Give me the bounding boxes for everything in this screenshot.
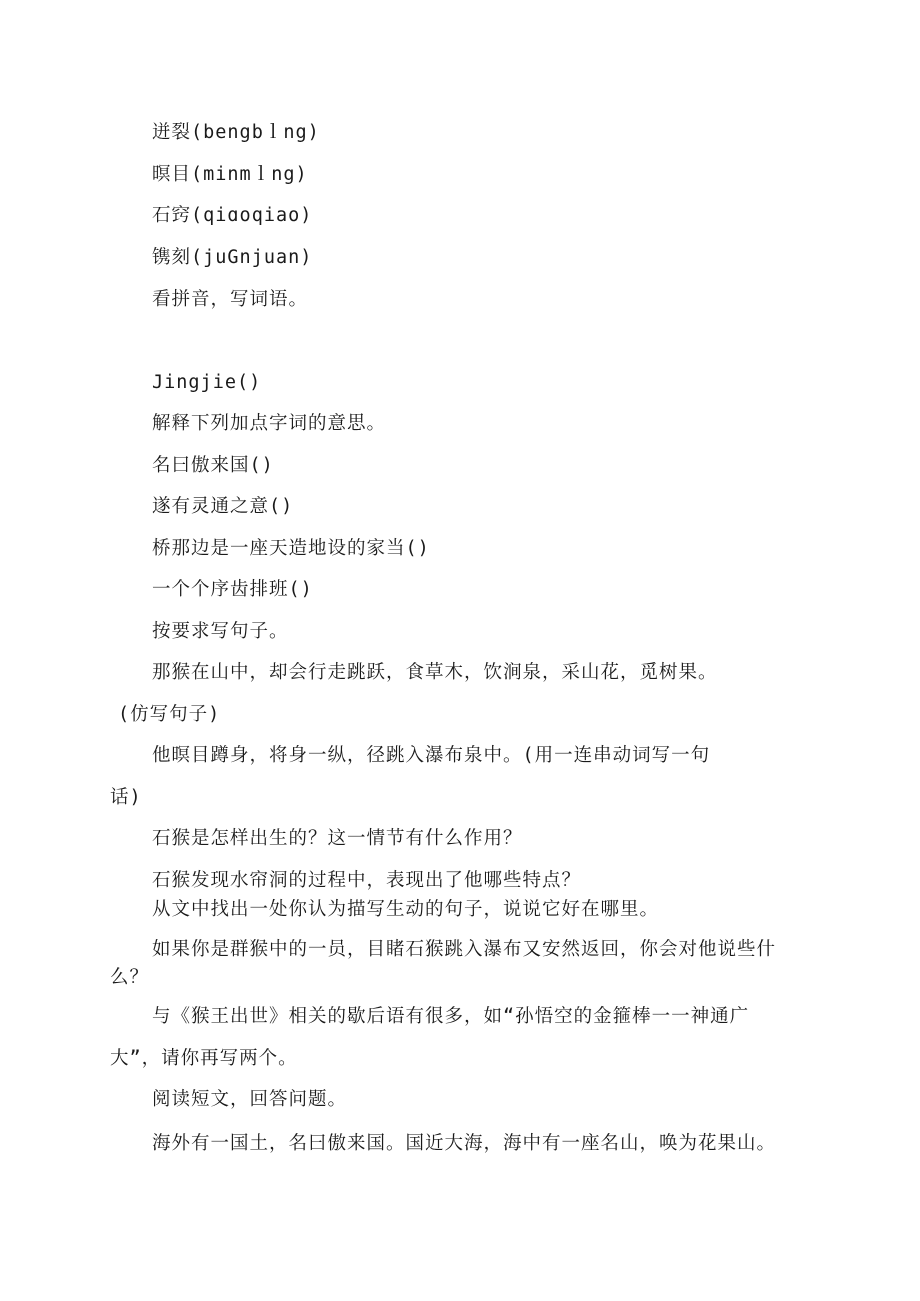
sentence-item-1-note: (仿写句子) [118,704,221,725]
explain-item-3: 桥那边是一座天造地设的家当() [152,538,430,559]
pinyin-item-juanke: 镌刻(juGnjuan) [152,247,313,268]
section-heading-explain: 解释下列加点字词的意思。 [152,413,387,434]
explain-item-1: 名曰傲来国() [152,455,274,476]
section-heading-reading: 阅读短文，回答问题。 [152,1089,348,1110]
pinyin-item-bengli: 迸裂(bengbｌng) [152,122,320,143]
explain-item-2: 遂有灵通之意() [152,496,294,517]
section-heading-sentences: 按要求写句子。 [152,621,289,642]
sentence-item-1: 那猴在山中，却会行走跳跃，食草木，饮涧泉，采山花，觅树果。 [152,662,718,683]
question-5-cont: 大”，请你再写两个。 [110,1048,298,1069]
question-2: 石猴发现水帘洞的过程中，表现出了他哪些特点？ [152,870,582,891]
explain-item-4: 一个个序齿排班() [152,579,313,600]
question-4: 如果你是群猴中的一员，目睹石猴跳入瀑布又安然返回，你会对他说些什 [152,939,777,960]
sentence-item-2: 他暝目蹲身，将身一纵，径跳入瀑布泉中。(用一连串动词写一句 [152,745,711,766]
reading-passage-line-1: 海外有一国土，名曰傲来国。国近大海，海中有一座名山，唤为花果山。 [152,1133,777,1154]
question-3: 从文中找出一处你认为描写生动的句子，说说它好在哪里。 [152,899,660,920]
question-4-cont: 么？ [110,967,150,988]
pinyin-item-mingmu: 暝目(minmｌng) [152,164,308,185]
pinyin-item-shiqiao: 石窍(qiɑoqiao) [152,205,313,226]
question-5: 与《猴王出世》相关的歇后语有很多，如“孙悟空的金箍棒一一神通广 [152,1006,750,1027]
pinyin-blank-jingjie: Jingjie() [152,372,262,393]
sentence-item-2-cont: 话) [110,787,142,808]
section-heading-pinyin: 看拼音，写词语。 [152,289,309,310]
question-1: 石猴是怎样出生的？这一情节有什么作用？ [152,828,523,849]
